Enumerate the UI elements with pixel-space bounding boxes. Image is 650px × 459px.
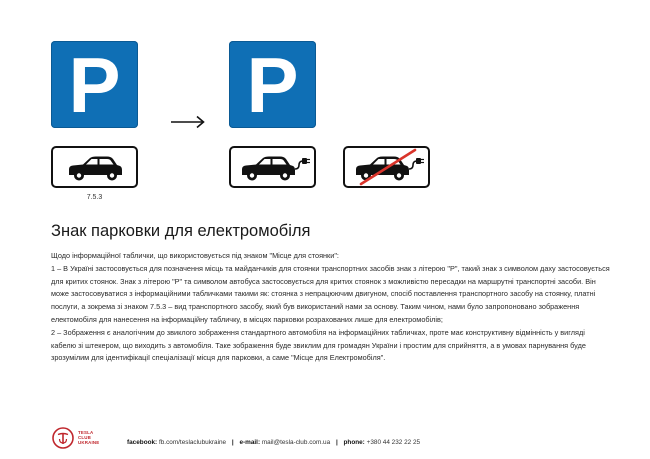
brand-line: TESLA — [78, 430, 94, 435]
facebook-label: facebook: — [127, 439, 158, 446]
electric-car-crossed-icon — [345, 148, 428, 186]
electric-car-icon — [231, 148, 314, 186]
separator: | — [231, 439, 234, 446]
brand-line: UKRAINE — [78, 440, 100, 445]
footer-contacts — [127, 439, 420, 446]
right-arrow-icon — [170, 115, 206, 129]
facebook-link[interactable]: fb.com/teslaclubukraine — [158, 439, 227, 446]
plate-electric-car — [229, 146, 316, 188]
email-label: e-mail: — [239, 439, 261, 446]
phone-number: +380 44 232 22 25 — [366, 439, 421, 446]
page-title: Знак парковки для електромобіля — [51, 222, 311, 240]
parking-sign-standard — [51, 41, 138, 128]
footer-brand — [78, 430, 108, 445]
car-icon — [53, 148, 136, 186]
article-body — [51, 250, 611, 365]
parking-sign-electric — [229, 41, 316, 128]
separator: | — [335, 439, 338, 446]
phone-label: phone: — [343, 439, 365, 446]
brand-line: CLUB — [78, 435, 91, 440]
plate-standard-car — [51, 146, 138, 188]
parking-sign-letter: P — [246, 40, 299, 129]
paragraph-intro: Щодо інформаційної таблички, що використовується під знаком "Місце для стоянки": — [51, 251, 339, 260]
plate-electric-car-crossed — [343, 146, 430, 188]
parking-sign-letter: P — [68, 40, 121, 129]
paragraph-point-2: 2 – Зображення є аналогічним до звиклого зображення стандартного автомобіля на інформаційних табличках, проте має конструктивну відмінність у вигляді кабелю зі штекером, що виходить з автомобіля. Таке зображення буде звиклим для громадян України і простим для сприйняття, а в умовах парнування буде зрозумілим для ідентифікації спеціалізації місця для парковки, а саме "Місце для Електромобіля". — [51, 327, 586, 363]
email-link[interactable]: mail@tesla-club.com.ua — [261, 439, 331, 446]
plate-code-label: 7.5.3 — [86, 194, 103, 201]
paragraph-point-1: 1 – В Україні застосовується для позначення місць та майданчиків для стоянки транспортних засобів знак з літерою "P", такий знак з символом даху застосовується для критих стоянок. Знак з літерою "P" та символом автобуса застосовується для критих стоянок з можливістю пересадки на маршрутні транспортні засоби. Він може застосовуватися з інформаційними табличками такими як: стоянка з непрацюючим двигуном, спосіб поставлення транспортного засобу на стоянку, платні послуги, а зокрема зі знаком 7.5.3 – вид транспортного засобу, який був використаний нами за основу. Таким чином, нами було запропоновано зображення електомобіля для нанесення на інформаційну табличку, в місцях парковки розрахованих лише для електромобілів; — [51, 263, 610, 324]
tesla-club-logo-icon — [52, 427, 74, 449]
